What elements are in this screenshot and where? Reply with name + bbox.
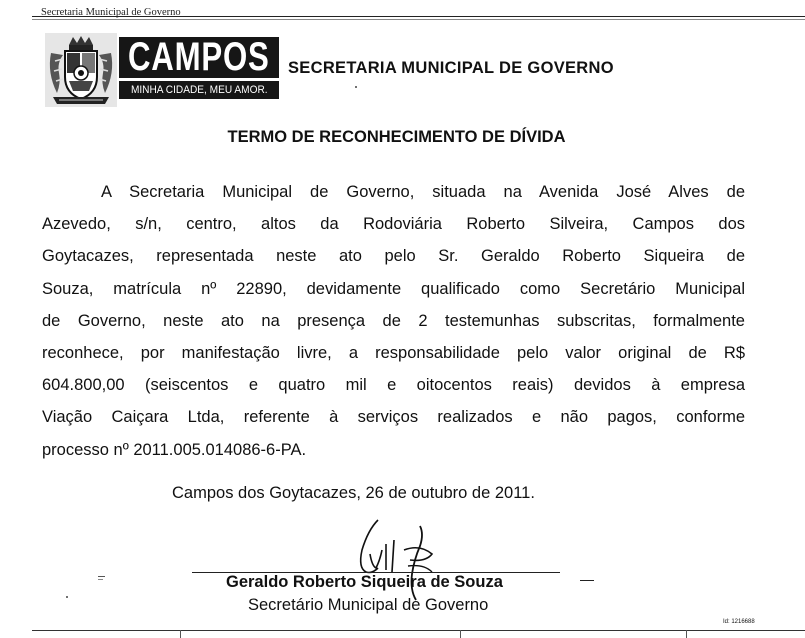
body-line: de Governo, neste ato na presença de 2 testemunhas subscritas, formalmente bbox=[42, 311, 745, 330]
municipal-coat-of-arms-icon bbox=[45, 33, 117, 107]
place-and-date: Campos dos Goytacazes, 26 de outubro de 2011. bbox=[172, 484, 535, 502]
campos-logo bbox=[45, 33, 279, 107]
margin-mark bbox=[98, 579, 103, 580]
campos-wordmark: CAMPOS bbox=[119, 37, 279, 78]
footer-rule bbox=[32, 630, 805, 631]
body-line: A Secretaria Municipal de Governo, situada na Avenida José Alves de bbox=[101, 183, 745, 201]
body-line: Souza, matrícula nº 22890, devidamente qualificado como Secretário Municipal bbox=[42, 279, 745, 298]
body-line: 604.800,00 (seiscentos e quatro mil e oitocentos reais) devidos à empresa bbox=[42, 376, 745, 395]
margin-mark bbox=[98, 576, 105, 577]
body-line: reconhece, por manifestação livre, a responsabilidade pelo valor original de R$ bbox=[42, 343, 745, 362]
signatory-name: Geraldo Roberto Siqueira de Souza bbox=[226, 573, 503, 591]
campos-slogan: MINHA CIDADE, MEU AMOR. bbox=[119, 81, 279, 99]
body-line: Viação Caiçara Ltda, referente à serviços realizados e não pagos, conforme bbox=[42, 408, 745, 427]
scan-speck bbox=[355, 86, 357, 88]
body-line: Goytacazes, representada neste ato pelo Sr. Geraldo Roberto Siqueira de bbox=[42, 247, 745, 266]
body-line: Azevedo, s/n, centro, altos da Rodoviária Roberto Silveira, Campos dos bbox=[42, 215, 745, 234]
footer-tick bbox=[460, 630, 461, 638]
signatory-role: Secretário Municipal de Governo bbox=[248, 596, 489, 614]
running-header: Secretaria Municipal de Governo bbox=[41, 7, 181, 18]
scan-speck bbox=[66, 596, 68, 598]
document-title: TERMO DE RECONHECIMENTO DE DÍVIDA bbox=[227, 128, 566, 146]
body-line: processo nº 2011.005.014086-6-PA. bbox=[42, 440, 307, 459]
organization-title: SECRETARIA MUNICIPAL DE GOVERNO bbox=[288, 59, 614, 77]
footer-tick bbox=[686, 630, 687, 638]
signature-dash bbox=[580, 580, 594, 581]
footer-tick bbox=[180, 630, 181, 638]
document-id: Id: 1216688 bbox=[723, 619, 755, 625]
document-body bbox=[42, 176, 745, 466]
header-top-rule-secondary bbox=[32, 19, 805, 20]
